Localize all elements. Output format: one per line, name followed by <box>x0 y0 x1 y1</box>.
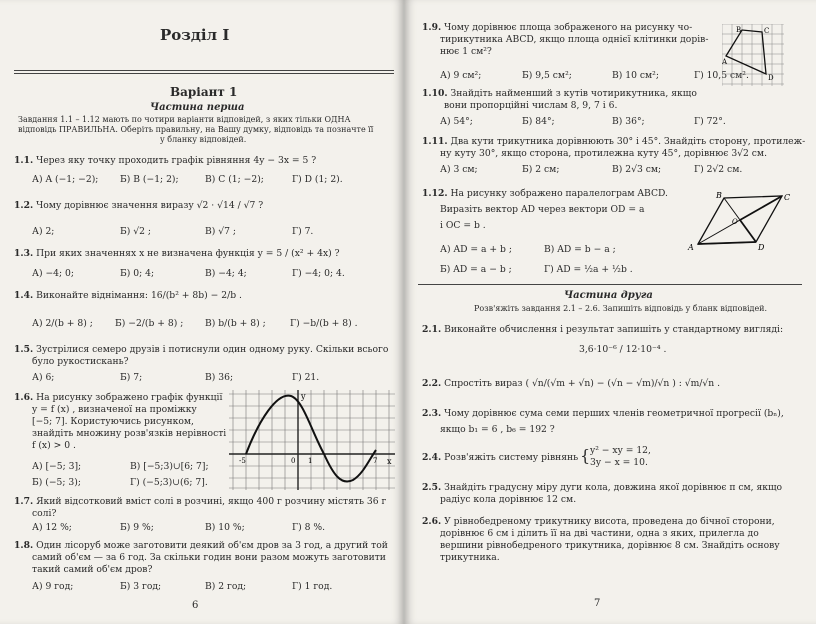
system-equation-2: 3y − x = 10. <box>590 457 648 468</box>
section-divider <box>418 284 802 285</box>
answer-b: Б) 3 год; <box>120 581 162 592</box>
question-text-line: і OC = b . <box>440 220 486 231</box>
answer-d: Г) D (1; 2). <box>292 174 343 185</box>
question-1-8: 1.8. Один лісоруб може заготовити деякий об'єм дров за 3 год, а другий той <box>14 540 388 551</box>
system-brace: { <box>580 446 591 465</box>
answer-a: А) 9 см²; <box>440 70 482 81</box>
answer-d: Г) 2√2 см. <box>694 164 743 175</box>
question-1-1: 1.1. Через яку точку проходить графік рівняння 4y − 3x = 5 ? <box>14 155 317 166</box>
answer-d: Г) 21. <box>292 372 320 383</box>
answer-d: Г) −4; 0; 4. <box>292 268 345 279</box>
question-text-line: тирикутника ABCD, якщо площа однієї клітинки дорів- <box>440 34 709 45</box>
question-text-line: вони пропорційні числам 8, 9, 7 і 6. <box>444 100 618 111</box>
answer-b: Б) 84°; <box>522 116 555 127</box>
intro-line-1: Завдання 1.1 – 1.12 мають по чотири варіанти відповідей, з яких тільки ОДНА <box>18 115 351 124</box>
answer-b: В) [−5;3)∪[6; 7]; <box>130 461 209 472</box>
question-1-9: 1.9. Чому дорівнює площа зображеного на рисунку чо- <box>422 22 693 33</box>
question-2-1: 2.1. Виконайте обчислення і результат запишіть у стандартному вигляді: <box>422 324 784 335</box>
vertex-d-label: D <box>768 74 774 82</box>
question-1-3: 1.3. При яких значеннях x не визначена функція y = 5 / (x² + 4x) ? <box>14 248 340 259</box>
answer-d: Г) 8 %. <box>292 522 326 533</box>
part-two-intro: Розв'яжіть завдання 2.1 – 2.6. Запишіть відповідь у бланк відповідей. <box>474 304 768 313</box>
question-1-5: 1.5. Зустрілися семеро друзів і потиснули один одному руку. Скільки всього <box>14 344 389 355</box>
question-text-line: трикутника. <box>440 552 500 563</box>
part-heading: Частина перша <box>150 102 245 113</box>
unit-label: 1 <box>308 457 313 465</box>
question-text-line: дорівнює 6 см і ділить її на дві частини, одна з яких, прилегла до <box>440 528 759 539</box>
vertex-b-label: B <box>716 191 722 200</box>
question-text-line: ну куту 30°, якщо сторона, протилежна куту 45°, дорівнює 3√2 см. <box>440 148 767 159</box>
graph-grid <box>229 390 395 490</box>
question-1-10: 1.10. Знайдіть найменший з кутів чотирикутника, якщо <box>422 88 697 99</box>
x-axis-label: x <box>387 457 392 466</box>
question-2-6: 2.6. У рівнобедреному трикутнику висота, проведена до бічної сторони, <box>422 516 775 527</box>
answer-a: А) 6; <box>32 372 55 383</box>
answer-a: А) 12 %; <box>32 522 72 533</box>
answer-b: Б) √2 ; <box>120 226 151 237</box>
vertex-a-label: A <box>688 243 694 252</box>
section-title: Розділ І <box>160 26 230 44</box>
answer-b: Б) −2/(b + 8) ; <box>115 318 184 329</box>
page-number: 7 <box>594 598 601 609</box>
vertex-c-label: C <box>764 27 770 35</box>
left-page <box>0 0 404 624</box>
answer-a: А) 54°; <box>440 116 473 127</box>
answer-a: А) 2; <box>32 226 55 237</box>
answer-d: Г) 7. <box>292 226 314 237</box>
answer-c: Б) (−5; 3); <box>32 477 81 488</box>
vertex-b-label: B <box>736 26 742 34</box>
parallelogram-figure <box>684 190 794 254</box>
question-1-4: 1.4. Виконайте віднімання: 16/(b² + 8b) − 2/b . <box>14 290 242 301</box>
answer-c: В) −4; 4; <box>205 268 247 279</box>
answer-c: В) 2 год; <box>205 581 247 592</box>
answer-c: В) 10 см²; <box>612 70 659 81</box>
answer-d: Г) 10,5 см². <box>694 70 749 81</box>
question-text-line: вершини рівнобедреного трикутника, дорівнює 8 см. Знайдіть основу <box>440 540 780 551</box>
vector-od <box>740 220 756 242</box>
answer-a: А) 3 см; <box>440 164 478 175</box>
intro-line-2: відповідь ПРАВИЛЬНА. Оберіть правильну, на Вашу думку, відповідь та позначте її <box>18 125 374 134</box>
quadrilateral-figure <box>722 24 784 86</box>
answer-c: В) b/(b + 8) ; <box>205 318 266 329</box>
question-text-line: солі? <box>32 508 57 519</box>
question-text-line: самий об'єм — за 6 год. За скільки годин вони разом можуть заготовити <box>32 552 386 563</box>
answer-d: Г) −b/(b + 8) . <box>290 318 358 329</box>
question-text-line: було рукостискань? <box>32 356 129 367</box>
answer-a: А) A (−1; −2); <box>32 174 99 185</box>
expression-2-1: 3,6·10⁻⁶ / 12·10⁻⁴ . <box>579 344 667 355</box>
answer-d: Г) 72°. <box>694 116 726 127</box>
answer-d: Г) (−5;3)∪(6; 7]. <box>130 477 208 488</box>
answer-b: Б) 9 %; <box>120 522 154 533</box>
title-rule-2 <box>14 73 394 74</box>
answer-a: А) 9 год; <box>32 581 74 592</box>
question-2-3: 2.3. Чому дорівнює сума семи перших членів геометричної прогресії (bₙ), <box>422 408 784 419</box>
answer-c: В) √7 ; <box>205 226 236 237</box>
question-1-2: 1.2. Чому дорівнює значення виразу √2 · √14 / √7 ? <box>14 200 264 211</box>
answer-c: В) C (1; −2); <box>205 174 264 185</box>
question-2-5: 2.5. Знайдіть градусну міру дуги кола, довжина якої дорівнює π см, якщо <box>422 482 783 493</box>
y-axis-label: y <box>301 392 306 401</box>
answer-d: Г) 1 год. <box>292 581 333 592</box>
answer-c: В) 36°; <box>612 116 645 127</box>
x-min-label: -5 <box>239 457 246 465</box>
answer-c: В) 36; <box>205 372 234 383</box>
center-o-label: O <box>732 218 738 226</box>
question-1-11: 1.11. Два кути трикутника дорівнюють 30° і 45°. Знайдіть сторону, протилеж- <box>422 136 806 147</box>
function-graph-figure <box>229 390 395 490</box>
question-1-6: 1.6. На рисунку зображено графік функції <box>14 392 223 403</box>
question-text-line: f (x) > 0 . <box>32 440 76 451</box>
question-text-line: якщо b₁ = 6 , b₆ = 192 ? <box>440 424 555 435</box>
question-2-2: 2.2. Спростіть вираз ( √n/(√m + √n) − (√n − √m)/√n ) : √m/√n . <box>422 378 721 389</box>
part-two-heading: Частина друга <box>564 290 653 301</box>
origin-label: 0 <box>291 457 296 465</box>
answer-b: Б) 9,5 см²; <box>522 70 572 81</box>
answer-b: Б) B (−1; 2); <box>120 174 179 185</box>
answer-c: Б) AD = a − b ; <box>440 264 512 275</box>
page-number: 6 <box>192 600 199 611</box>
answer-a: А) AD = a + b ; <box>440 244 512 255</box>
answer-b: Б) 7; <box>120 372 143 383</box>
system-equation-1: y² − xy = 12, <box>590 445 651 456</box>
question-text-line: знайдіть множину розв'язків нерівності <box>32 428 227 439</box>
answer-a: А) [−5; 3]; <box>32 461 82 472</box>
vertex-d-label: D <box>758 243 765 252</box>
answer-b: Б) 0; 4; <box>120 268 155 279</box>
question-1-12: 1.12. На рисунку зображено паралелограм ABCD. <box>422 188 668 199</box>
question-text-line: такий самий об'єм дров? <box>32 564 153 575</box>
variant-heading: Варіант 1 <box>170 85 238 99</box>
x-max-label: 7 <box>373 457 378 465</box>
vector-ad <box>698 242 756 244</box>
answer-c: В) 2√3 см; <box>612 164 662 175</box>
question-text-line: [−5; 7]. Користуючись рисунком, <box>32 416 194 427</box>
question-text-line: y = f (x) , визначеної на проміжку <box>32 404 197 415</box>
answer-b: В) AD = b − a ; <box>544 244 616 255</box>
question-2-4: 2.4. Розв'яжіть систему рівнянь <box>422 452 579 463</box>
question-text-line: Виразіть вектор AD через вектори OD = a <box>440 204 645 215</box>
question-text-line: радіус кола дорівнює 12 см. <box>440 494 577 505</box>
answer-a: А) −4; 0; <box>32 268 74 279</box>
right-page <box>404 0 816 624</box>
answer-a: А) 2/(b + 8) ; <box>32 318 93 329</box>
intro-line-3: у бланку відповідей. <box>160 135 247 144</box>
title-rule <box>14 70 394 71</box>
question-text-line: нює 1 см²? <box>440 46 492 57</box>
answer-b: Б) 2 см; <box>522 164 560 175</box>
answer-d: Г) AD = ½a + ½b . <box>544 264 633 275</box>
answer-c: В) 10 %; <box>205 522 245 533</box>
question-1-7: 1.7. Який відсотковий вміст солі в розчині, якщо 400 г розчину містять 36 г <box>14 496 387 507</box>
vertex-a-label: A <box>722 58 728 66</box>
vertex-c-label: C <box>784 193 791 202</box>
